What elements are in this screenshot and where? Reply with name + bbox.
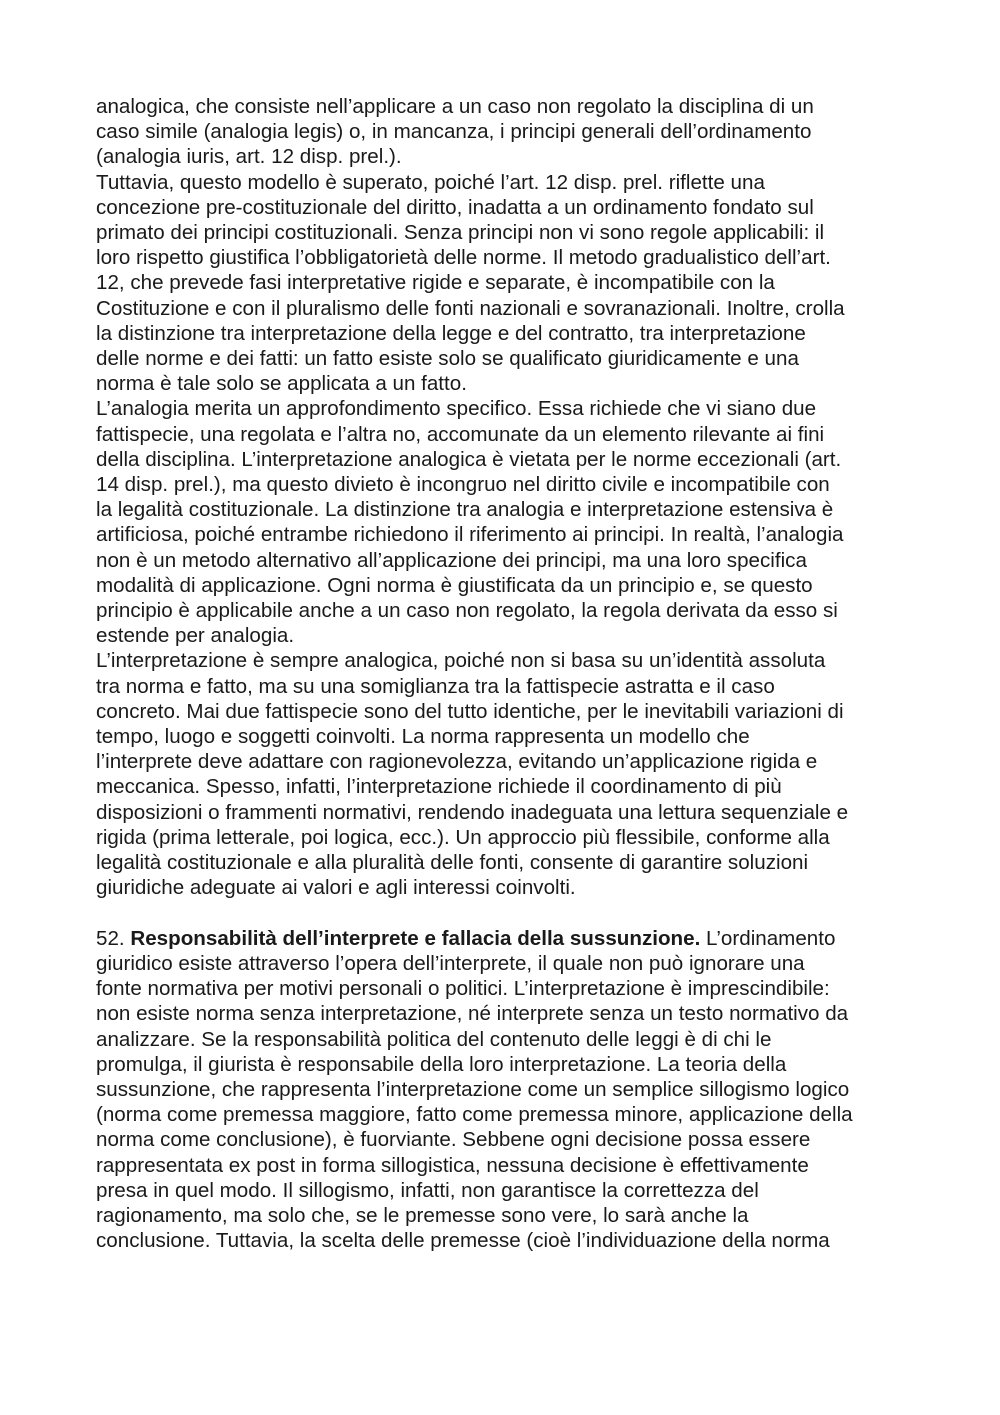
text-line: norma è tale solo se applicata a un fatto. (96, 372, 467, 396)
text-line: tempo, luogo e soggetti coinvolti. La norma rappresenta un modello che (96, 725, 750, 749)
text-line: rigida (prima letterale, poi logica, ecc.). Un approccio più flessibile, conforme alla (96, 825, 830, 849)
text-line: conclusione. Tuttavia, la scelta delle premesse (cioè l’individuazione della norma (96, 1229, 830, 1253)
text-line: rappresentata ex post in forma sillogistica, nessuna decisione è effettivamente (96, 1153, 809, 1177)
text-line: primato dei principi costituzionali. Senza principi non vi sono regole applicabili: il (96, 221, 825, 245)
text-line: modalità di applicazione. Ogni norma è giustificata da un principio e, se questo (96, 573, 813, 597)
section-number: 52. (96, 926, 131, 950)
text-line: l’interprete deve adattare con ragionevolezza, evitando un’applicazione rigida e (96, 750, 818, 774)
text-line: ragionamento, ma solo che, se le premesse sono vere, lo sarà anche la (96, 1203, 749, 1227)
text-line: analizzare. Se la responsabilità politica del contenuto delle leggi è di chi le (96, 1027, 772, 1051)
text-line: disposizioni o frammenti normativi, rendendo inadeguata una lettura sequenziale e (96, 800, 849, 824)
text-line: (norma come premessa maggiore, fatto come premessa minore, applicazione della (96, 1103, 853, 1127)
text-line: fattispecie, una regolata e l’altra no, accomunate da un elemento rilevante ai fini (96, 422, 825, 446)
text-line: sussunzione, che rappresenta l’interpretazione come un semplice sillogismo logico (96, 1077, 850, 1101)
text-line: L’analogia merita un approfondimento specifico. Essa richiede che vi siano due (96, 397, 817, 421)
text-line: loro rispetto giustifica l’obbligatorietà delle norme. Il metodo gradualistico dell’art. (96, 246, 831, 270)
document-body (96, 94, 916, 1253)
text-line: fonte normativa per motivi personali o politici. L’interpretazione è imprescindibile: (96, 977, 830, 1001)
paragraph-analogia (96, 396, 916, 648)
section-first-line-text: L’ordinamento (700, 926, 836, 950)
text-line: 14 disp. prel.), ma questo divieto è incongruo nel diritto civile e incompatibile con (96, 473, 830, 497)
text-line: meccanica. Spesso, infatti, l’interpretazione richiede il coordinamento di più (96, 775, 782, 799)
paragraph-spacer (96, 901, 916, 926)
text-line: Tuttavia, questo modello è superato, poiché l’art. 12 disp. prel. riflette una (96, 170, 765, 194)
text-line: presa in quel modo. Il sillogismo, infatti, non garantisce la correttezza del (96, 1178, 759, 1202)
text-line: concreto. Mai due fattispecie sono del tutto identiche, per le inevitabili variazioni di (96, 699, 844, 723)
text-line: giuridico esiste attraverso l’opera dell’interprete, il quale non può ignorare una (96, 951, 805, 975)
text-line: non è un metodo alternativo all’applicazione dei principi, ma una loro specifica (96, 548, 807, 572)
section-heading: Responsabilità dell’interprete e fallacia della sussunzione. (130, 926, 701, 950)
text-line: la distinzione tra interpretazione della legge e del contratto, tra interpretazione (96, 321, 806, 345)
text-line: Costituzione e con il pluralismo delle fonti nazionali e sovranazionali. Inoltre, crolla (96, 296, 845, 320)
text-line: artificiosa, poiché entrambe richiedono il riferimento ai principi. In realtà, l’analogia (96, 523, 844, 547)
text-line: delle norme e dei fatti: un fatto esiste solo se qualificato giuridicamente e una (96, 347, 799, 371)
text-line: caso simile (analogia legis) o, in mancanza, i principi generali dell’ordinamento (96, 120, 812, 144)
text-line: non esiste norma senza interpretazione, né interprete senza un testo normativo da (96, 1002, 849, 1026)
text-line: L’interpretazione è sempre analogica, poiché non si basa su un’identità assoluta (96, 649, 826, 673)
text-line: giuridiche adeguate ai valori e agli interessi coinvolti. (96, 876, 576, 900)
text-line: tra norma e fatto, ma su una somiglianza tra la fattispecie astratta e il caso (96, 674, 775, 698)
text-line: legalità costituzionale e alla pluralità delle fonti, consente di garantire soluzioni (96, 851, 809, 875)
text-line: principio è applicabile anche a un caso non regolato, la regola derivata da esso si (96, 599, 838, 623)
text-line: estende per analogia. (96, 624, 295, 648)
section-52 (96, 926, 916, 1254)
text-line: della disciplina. L’interpretazione analogica è vietata per le norme eccezionali (art. (96, 447, 842, 471)
section-first-line (96, 926, 916, 951)
paragraph-modello-superato (96, 170, 916, 397)
text-line: analogica, che consiste nell’applicare a un caso non regolato la disciplina di un (96, 95, 814, 118)
paragraph-analogia-iuris (96, 94, 916, 170)
text-line: la legalità costituzionale. La distinzione tra analogia e interpretazione estensiva è (96, 498, 834, 522)
paragraph-interpretazione-analogica (96, 648, 916, 900)
text-line: 12, che prevede fasi interpretative rigide e separate, è incompatibile con la (96, 271, 775, 295)
text-line: norma come conclusione), è fuorviante. Sebbene ogni decisione possa essere (96, 1128, 811, 1152)
text-line: (analogia iuris, art. 12 disp. prel.). (96, 145, 402, 169)
text-line: concezione pre-costituzionale del diritto, inadatta a un ordinamento fondato sul (96, 195, 814, 219)
text-line: promulga, il giurista è responsabile della loro interpretazione. La teoria della (96, 1052, 787, 1076)
